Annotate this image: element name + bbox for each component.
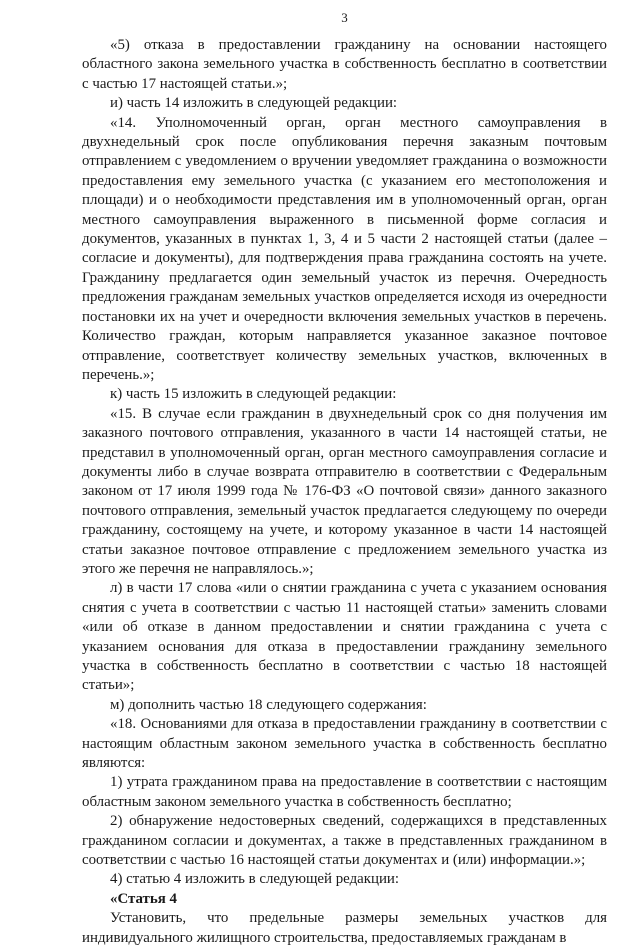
paragraph-ground-1: 1) утрата гражданином права на предоставление в соответствии с настоящим областным законом земельного участка в собственность бесплатно; (82, 774, 607, 810)
paragraph-amend-part-14: и) часть 14 изложить в следующей редакции: (110, 95, 398, 112)
paragraph-item-5-refusal: «5) отказа в предоставлении гражданину на основании настоящего областного закона земельного участка в собственность бесплатно в соответствии с частью 17 настоящей статьи.»; (82, 37, 607, 92)
paragraph-part-14-text: «14. Уполномоченный орган, орган местного самоуправления в двухнедельный срок после опубликования перечня заказным почтовым отправлением с уведомлением о вручении уведомляет гражданина о возможности предоставления ему земельного участка (с указанием его местоположения и площади) и о необходимости представления им в уполномоченный орган, орган местного самоуправления выраженного в письменной форме согласия и документов, указанных в пунктах 1, 3, 4 и 5 части 2 настоящей статьи (далее – согласие и документы), для подтверждения права гражданина состоять на учете. Гражданину предлагается один земельный участок из перечня. Очередность предложения гражданам земельных участков определяется исходя из очередности постановки их на учет и очередности включения земельных участков в перечень. Количество граждан, которым направляется указанное заказное почтовое отправление, соответствует количеству земельных участков, включенных в перечень.»; (82, 114, 607, 383)
paragraph-ground-2: 2) обнаружение недостоверных сведений, содержащихся в представленных гражданином согласии и документах, а также в представленных гражданином в соответствии с частью 16 настоящей статьи документах и (или) информации.»; (82, 813, 607, 869)
paragraph-add-part-18: м) дополнить частью 18 следующего содержания: (110, 696, 427, 713)
paragraph-amend-part-15: к) часть 15 изложить в следующей редакции: (110, 386, 397, 403)
paragraph-article-4-text: Установить, что предельные размеры земельных участков для индивидуального жилищного строительства, предоставляемых гражданам в (82, 910, 607, 946)
page-number: 3 (341, 10, 348, 25)
paragraph-amend-article-4: 4) статью 4 изложить в следующей редакции: (110, 871, 400, 888)
paragraph-amend-part-17: л) в части 17 слова «или о снятии гражданина с учета с указанием основания снятия с учета в соответствии с частью 11 настоящей статьи» заменить словами «или об отказе в данном предоставлении и снятии гражданина с учета с указанием основания для отказа в предоставлении гражданину земельного участка в собственность бесплатно в соответствии с частью 18 настоящей статьи»; (82, 580, 607, 694)
paragraph-part-15-text: «15. В случае если гражданин в двухнедельный срок со дня получения им заказного почтового отправления, указанного в части 14 настоящей статьи, не представил в уполномоченный орган, орган местного самоуправления согласие и документы либо в случае возврата отправителю в соответствии с Федеральным законом от 17 июля 1999 года № 176-ФЗ «О почтовой связи» данного заказного почтового отправления, земельный участок предлагается следующему по очереди гражданину, состоящему на учете, и которому указанное в части 14 настоящей статьи заказное почтовое отправление с предложением земельного участка из этого же перечня не направлялось.»; (82, 405, 607, 577)
article-4-heading: «Статья 4 (110, 890, 177, 907)
paragraph-part-18-text: «18. Основаниями для отказа в предоставлении гражданину в соответствии с настоящим областным законом земельного участка в собственность бесплатно являются: (82, 716, 607, 772)
